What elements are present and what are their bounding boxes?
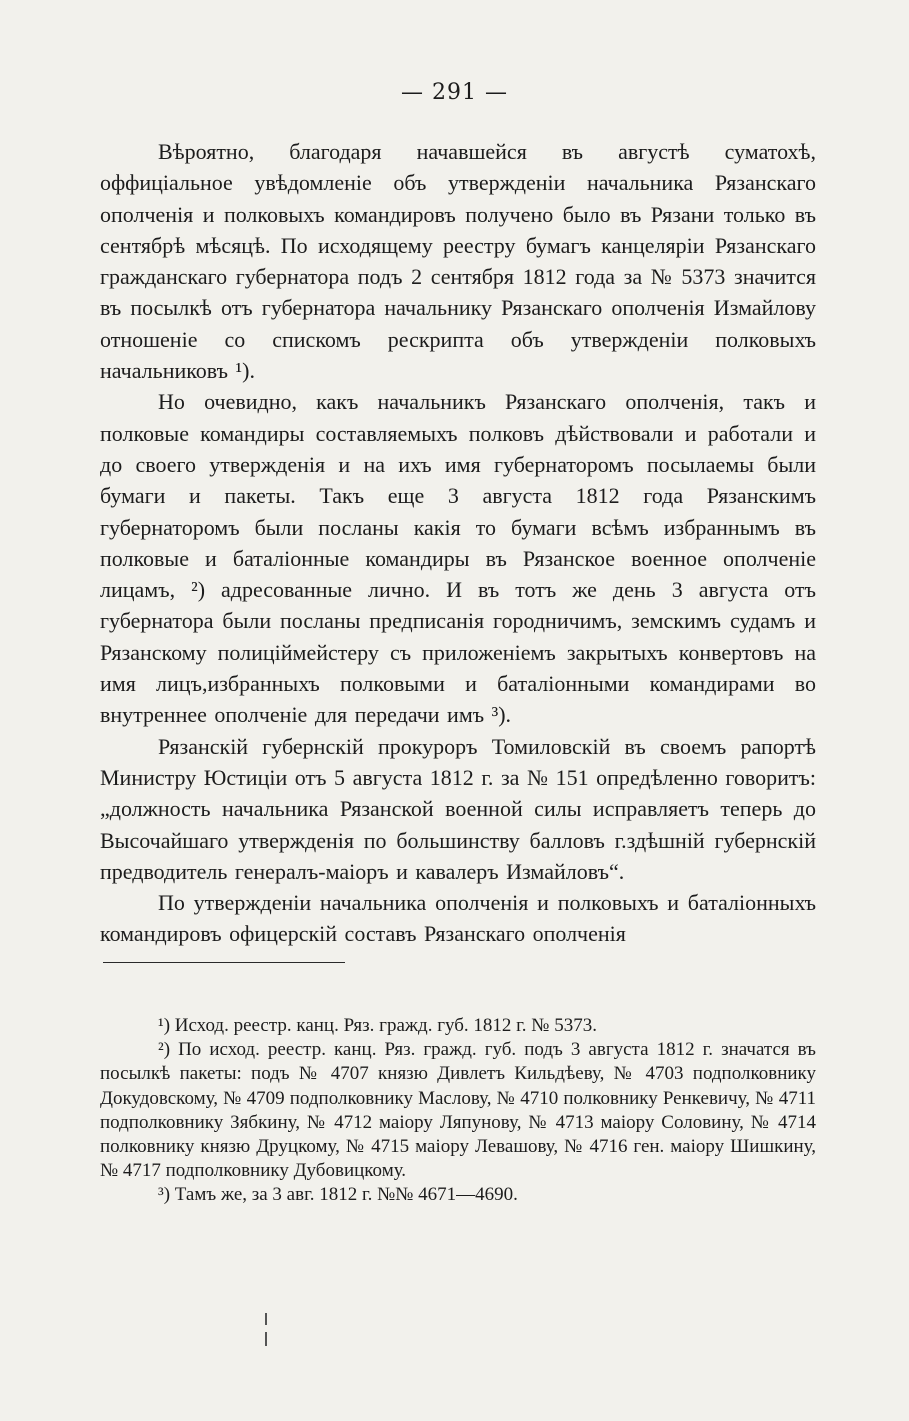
scan-mark <box>265 1332 267 1346</box>
page-number: — 291 — <box>401 80 508 105</box>
paragraph: Но очевидно, какъ начальникъ Рязанскаго ополченія, такъ и полковые командиры составляемыхъ полковъ дѣйствовали и работали и до своего утвержденія и на ихъ имя губернаторомъ посылаемы были бумаги и пакеты. Такъ еще 3 августа 1812 года Рязанскимъ губернаторомъ были посланы какія то бумаги всѣмъ избраннымъ въ полковые и баталіонные командиры въ Рязанское военное ополченіе лицамъ, ²) адресованные лично. И въ тотъ же день 3 августа отъ губернатора были посланы предписанія городничимъ, земскимъ судамъ и Рязанскому полиціймейстеру съ приложеніемъ закрытыхъ конвертовъ на имя лицъ,избранныхъ полковыми и баталіонными командирами во внутреннее ополченіе для передачи имъ ³). <box>100 389 816 728</box>
scan-mark <box>265 1313 267 1325</box>
paragraph: Рязанскій губернскій прокуроръ Томиловскій въ своемъ рапортѣ Министру Юстиціи отъ 5 августа 1812 г. за № 151 опредѣленно говоритъ:„должность начальника Рязанской военной силы исправляетъ теперь до Высочайшаго утвержденія по большинству балловъ г.здѣшній губернскій предводитель генералъ-маіоръ и кавалеръ Измайловъ“. <box>100 733 816 884</box>
body-text <box>100 136 816 950</box>
footnote: ²) По исход. реестр. канц. Ряз. гражд. губ. подъ 3 августа 1812 г. значатся въ посылкѣ пакеты: подъ № 4707 князю Дивлетъ Кильдѣеву, № 4703 подполковнику Докудовскому, № 4709 подполковнику Маслову, № 4710 полковнику Ренкевичу, № 4711 подполковнику Зябкину, № 4712 маіору Ляпунову, № 4713 маіору Соловину, № 4714 полковнику князю Друцкому, № 4715 маіору Левашову, № 4716 ген. маіору Шишкину, № 4717 подполковнику Дубовицкому. <box>100 1039 816 1182</box>
footnote-separator <box>103 962 345 963</box>
paragraph: Вѣроятно, благодаря начавшейся въ августѣ суматохѣ, оффиціальное увѣдомленіе объ утвержденіи начальника Рязанскаго ополченія и полковыхъ командировъ получено было въ Рязани только въ сентябрѣ мѣсяцѣ. По исходящему реестру бумагъ канцеляріи Рязанскаго гражданскаго губернатора подъ 2 сентября 1812 года за № 5373 значится въ посылкѣ отъ губернатора начальнику Рязанскаго ополченія Измайлову отношеніе со спискомъ рескрипта объ утвержденіи полковыхъ начальниковъ ¹). <box>100 139 816 384</box>
footnote: ³) Тамъ же, за 3 авг. 1812 г. №№ 4671—4690. <box>158 1184 518 1206</box>
paragraph: По утвержденіи начальника ополченія и полковыхъ и баталіонныхъ командировъ офицерскій составъ Рязанскаго ополченія <box>100 890 816 947</box>
footnotes <box>100 1014 816 1208</box>
footnote: ¹) Исход. реестр. канц. Ряз. гражд. губ. 1812 г. № 5373. <box>158 1015 597 1036</box>
